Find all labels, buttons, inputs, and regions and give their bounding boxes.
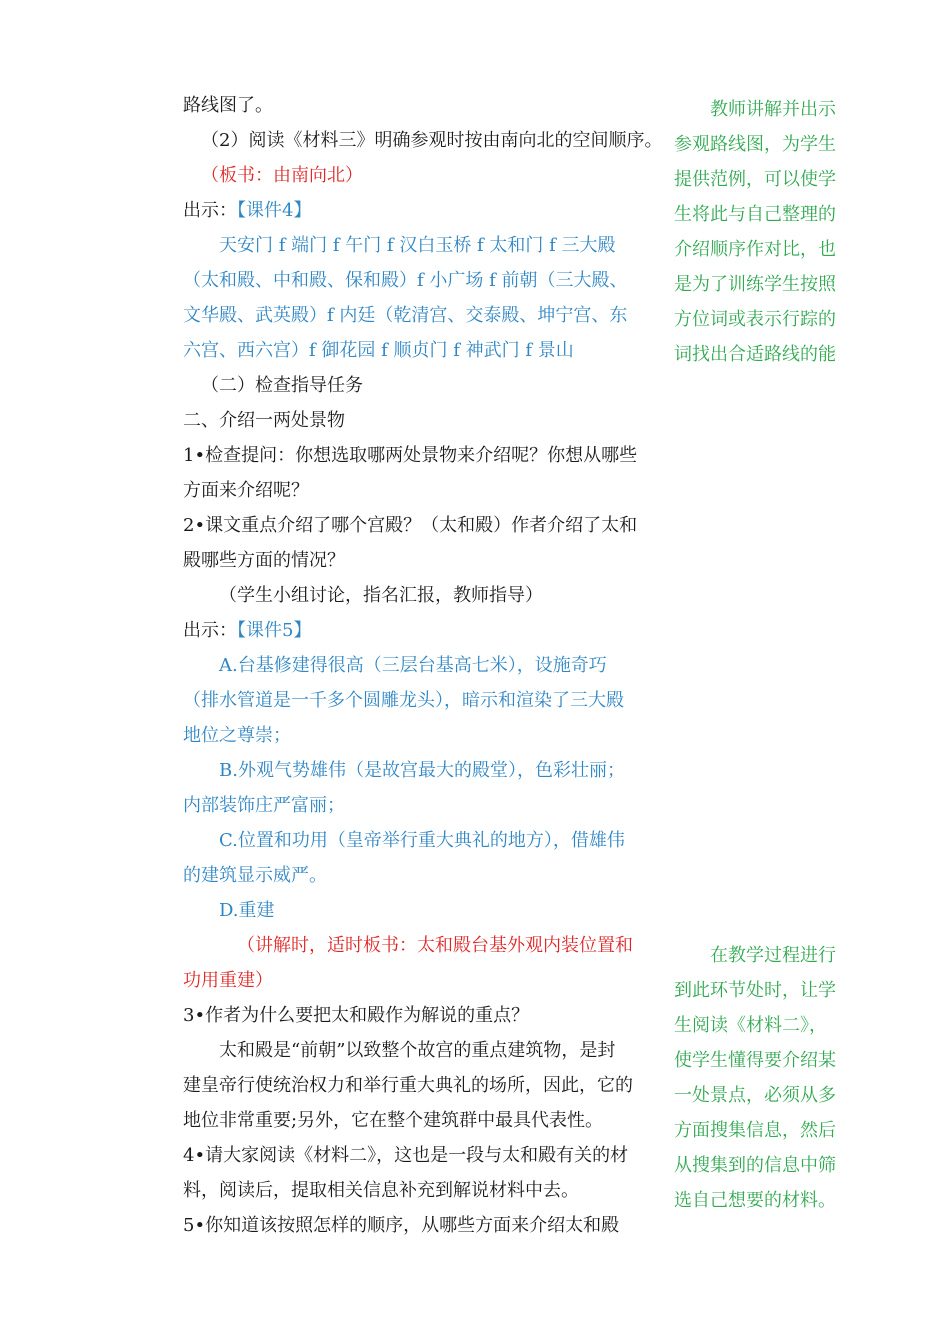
body-line: 太和殿是“前朝”以致整个故宫的重点建筑物，是封: [219, 1040, 616, 1061]
body-line: 文华殿、武英殿）f 内廷（乾清宫、交泰殿、坤宁宫、东: [183, 305, 628, 326]
body-line: 殿哪些方面的情况？: [183, 550, 345, 571]
body-line: A.台基修建得很高（三层台基高七米），设施奇巧: [219, 655, 607, 676]
note-line: 教师讲解并出示: [710, 99, 836, 120]
body-line: [183, 193, 669, 228]
body-line: （板书：由南向北）: [201, 165, 363, 186]
note-line: 一处景点，必须从多: [674, 1085, 836, 1106]
body-line: （讲解时，适时板书：太和殿台基外观内装位置和: [237, 935, 633, 956]
body-line: 3•作者为什么要把太和殿作为解说的重点？: [183, 1005, 530, 1026]
body-line: 路线图了。: [183, 95, 273, 116]
body-line: 1•检查提问：你想选取哪两处景物来介绍呢？你想从哪些: [183, 445, 638, 466]
body-line: 的建筑显示威严。: [183, 865, 327, 886]
body-line: 5•你知道该按照怎样的顺序，从哪些方面来介绍太和殿: [183, 1215, 620, 1236]
note-line: 提供范例，可以使学: [674, 169, 836, 190]
body-line: 2•课文重点介绍了哪个宫殿？（太和殿）作者介绍了太和: [183, 515, 638, 536]
body-line: 料，阅读后，提取相关信息补充到解说材料中去。: [183, 1180, 579, 1201]
note-line: 介绍顺序作对比，也: [674, 239, 836, 260]
body-line: （排水管道是一千多个圆雕龙头），暗示和渲染了三大殿: [183, 690, 624, 711]
note-line: 是为了训练学生按照: [674, 274, 836, 295]
note-line: 方面搜集信息，然后: [674, 1120, 836, 1141]
body-line: [183, 613, 669, 648]
body-line: 二、介绍一两处景物: [183, 410, 345, 431]
note-line: 方位词或表示行踪的: [674, 309, 836, 330]
lesson-plan-body: [183, 88, 669, 1243]
body-line: 内部装饰庄严富丽；: [183, 795, 345, 816]
show-label: 出示：: [183, 200, 237, 221]
body-line: （学生小组讨论，指名汇报，教师指导）: [219, 585, 543, 606]
note-line: 使学生懂得要介绍某: [674, 1050, 836, 1071]
courseware-tag: 【课件4】: [237, 200, 312, 221]
body-line: 地位非常重要;另外，它在整个建筑群中最具代表性。: [183, 1110, 604, 1131]
body-line: C.位置和功用（皇帝举行重大典礼的地方），借雄伟: [219, 830, 625, 851]
body-line: B.外观气势雄伟（是故宫最大的殿堂），色彩壮丽；: [219, 760, 625, 781]
show-label: 出示：: [183, 620, 237, 641]
note-line: 词找出合适路线的能: [674, 344, 836, 365]
body-line: 天安门 f 端门 f 午门 f 汉白玉桥 f 太和门 f 三大殿: [219, 235, 616, 256]
courseware-tag: 【课件5】: [237, 620, 312, 641]
teacher-note-1: [674, 92, 854, 372]
note-line: 从搜集到的信息中筛: [674, 1155, 836, 1176]
body-line: 功用重建）: [183, 970, 273, 991]
note-line: 到此环节处时，让学: [674, 980, 836, 1001]
body-line: （二）检查指导任务: [201, 375, 363, 396]
note-line: 选自己想要的材料。: [674, 1190, 836, 1211]
body-line: D.重建: [219, 900, 275, 921]
body-line: 建皇帝行使统治权力和举行重大典礼的场所，因此，它的: [183, 1075, 633, 1096]
body-line: 方面来介绍呢？: [183, 480, 309, 501]
note-line: 在教学过程进行: [710, 945, 836, 966]
note-line: 生将此与自己整理的: [674, 204, 836, 225]
body-line: 地位之尊崇；: [183, 725, 291, 746]
body-line: 六宫、西六宫）f 御花园 f 顺贞门 f 神武门 f 景山: [183, 340, 574, 361]
teacher-note-2: [674, 938, 854, 1218]
note-line: 生阅读《材料二》，: [674, 1015, 827, 1036]
note-line: 参观路线图，为学生: [674, 134, 836, 155]
body-line: （太和殿、中和殿、保和殿）f 小广场 f 前朝（三大殿、: [183, 270, 628, 291]
body-line: 4•请大家阅读《材料二》，这也是一段与太和殿有关的材: [183, 1145, 629, 1166]
body-line: （2）阅读《材料三》明确参观时按由南向北的空间顺序。: [201, 130, 663, 151]
